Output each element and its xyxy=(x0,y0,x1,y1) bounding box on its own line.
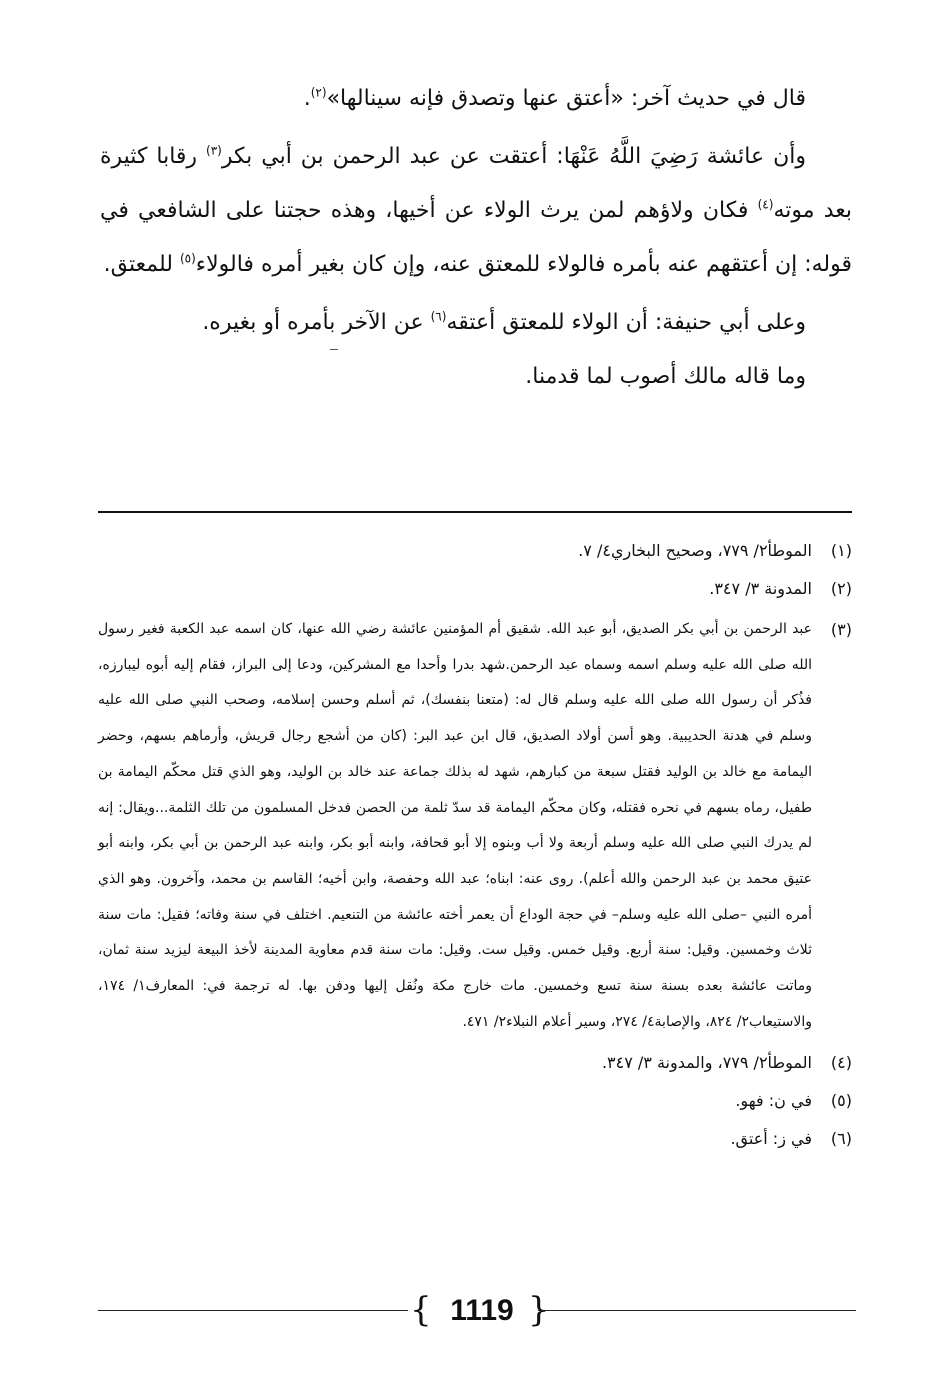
footnote-text: المدونة ٣/ ٣٤٧. xyxy=(709,579,812,598)
footnote-4 xyxy=(98,1044,852,1082)
footnote-1 xyxy=(98,532,852,570)
paragraph-3-text-a: وعلى أبي حنيفة: أن الولاء للمعتق أعتقه xyxy=(446,310,806,335)
footnote-text: في ز: أعتق. xyxy=(730,1129,812,1149)
footnote-number: (٦) xyxy=(830,1129,852,1149)
page-footer xyxy=(98,1292,856,1332)
footnote-ref-6: (٦) xyxy=(430,309,447,324)
footer-rule-left xyxy=(98,1310,408,1311)
footer-brace-left: { xyxy=(410,1290,432,1330)
footnote-divider xyxy=(98,511,852,513)
paragraph-4 xyxy=(100,350,852,404)
paragraph-2-text-c: فكان ولاؤهم لمن يرث الولاء عن أخيها، وهذه حجتنا على الشافعي في قوله: إن أعتقهم عنه بأمره فالولاء للمعتق عنه، وإن كان بغير أمره فالولاء xyxy=(100,198,852,277)
page-number: 1119 xyxy=(450,1294,514,1327)
footnote-number: (٢) xyxy=(830,579,852,598)
footnote-ref-2: (٢) xyxy=(310,85,327,100)
footnote-2 xyxy=(98,570,852,608)
paragraph-2-text-d: للمعتق. xyxy=(103,252,180,277)
paragraph-2 xyxy=(100,130,852,292)
footnote-ref-5: (٥) xyxy=(179,251,196,266)
footnote-5 xyxy=(98,1082,852,1120)
paragraph-2-text-a: وأن عائشة رَضِيَ اللَّهُ عَنْهَا: أعتقت عن عبد الرحمن بن أبي بكر xyxy=(221,144,806,169)
main-text xyxy=(100,72,852,404)
footnote-text: عبد الرحمن بن أبي بكر الصديق، أبو عبد الله. شقيق أم المؤمنين عائشة رضي الله عنها، كان اسمه عبد الكعبة فغير رسول الله صلى الله عليه وسلم اسمه وسماه عبد الرحمن.شهد بدرا وأحدا مع المشركين، ودعا إلى البراز، فقام إليه أبوه ليبارزه، فذُكر أن رسول الله صلى الله عليه وسلم قال له: (متعنا بنفسك)، ثم أسلم وحسن إسلامه، وصحب النبي صلى الله عليه وسلم في هدنة الحديبية. وهو أسن أولاد الصديق، قال ابن عبد البر: (كان من أشجع رجال قريش، وأرماهم بسهم، وحضر اليمامة مع خالد بن الوليد فقتل سبعة من كبارهم، شهد له بذلك جماعة عند خالد بن الوليد، وهو الذي قتل محكّم اليمامة بن طفيل، رماه بسهم في نحره فقتله، وكان محكّم اليمامة قد سدّ ثلمة من الحصن فدخل المسلمون من تلك الثلمة...ويقال: إنه لم يدرك النبي صلى الله عليه وسلم أربعة ولا أب وبنوه إلا أبو قحافة، وابنه أبو بكر، وابنه عبد الرحمن بن أبي بكر، وابنه أبو عتيق محمد بن عبد الرحمن والله أعلم). روى عنه: ابناه؛ عبد الله وحفصة، وابن أخيه؛ القاسم بن محمد، وآخرون. وهو الذي أمره النبي –صلى الله عليه وسلم– في حجة الوداع أن يعمر أخته عائشة من التنعيم. اختلف في سنة وفاته؛ فقيل: مات سنة ثلاث وخمسين. وقيل: سنة أربع. وقيل خمس. وقيل ست. وقيل: مات سنة قدم معاوية المدينة لأخذ البيعة ليزيد سنة ثمان، وماتت عائشة بعده بسنة سنة تسع وخمسين. مات خارج مكة ونُقل إليها ودفن بها. له ترجمة في: المعارف١/ ١٧٤، والاستيعاب٢/ ٨٢٤، والإصابة٤/ ٢٧٤، وسير أعلام النبلاء٢/ ٤٧١. xyxy=(98,621,812,1030)
stray-mark xyxy=(330,349,338,350)
footnote-text: في ن: فهو. xyxy=(735,1091,812,1111)
footnote-number: (٥) xyxy=(830,1091,852,1111)
footnotes xyxy=(98,532,852,1158)
footnote-6 xyxy=(98,1120,852,1158)
footer-brace-right: } xyxy=(528,1290,550,1330)
footnote-number: (٤) xyxy=(830,1053,852,1073)
paragraph-3 xyxy=(100,296,852,350)
paragraph-1-text: قال في حديث آخر: «أعتق عنها وتصدق فإنه سينالها» xyxy=(326,86,806,111)
paragraph-1-end: . xyxy=(303,86,311,111)
footnote-ref-4: (٤) xyxy=(757,197,774,212)
footnote-ref-3: (٣) xyxy=(206,143,222,158)
paragraph-3-text-b: عن الآخر بأمره أو بغيره. xyxy=(202,310,431,335)
footnote-3 xyxy=(98,612,852,1040)
paragraph-1 xyxy=(100,72,852,126)
footer-rule-right xyxy=(538,1310,856,1311)
footnote-number: (٣) xyxy=(830,620,852,639)
paragraph-4-text: وما قاله مالك أصوب لما قدمنا. xyxy=(525,364,806,389)
footnote-number: (١) xyxy=(830,541,852,560)
paragraph-2-text-b: رقابا كثيرة بعد موته xyxy=(100,144,852,223)
footnote-text: الموطأ٢/ ٧٧٩، وصحيح البخاري٤/ ٧. xyxy=(578,541,812,560)
footnote-text: الموطأ٢/ ٧٧٩، والمدونة ٣/ ٣٤٧. xyxy=(601,1053,812,1073)
